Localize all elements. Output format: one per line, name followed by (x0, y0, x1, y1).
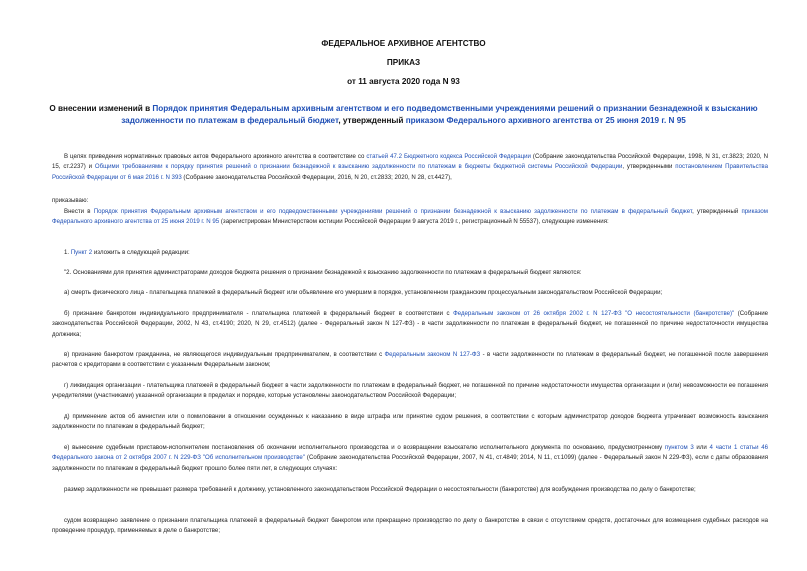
paragraph-amendment (52, 207, 768, 228)
link-general-requirements[interactable]: Общими требованиями к порядку принятия решений о признании безнадежной к взысканию задолженности по платежам в бюджеты бюджетной системы Российской Федерации (94, 163, 623, 171)
title-text-2: , утвержденный (338, 116, 406, 125)
title-link-order[interactable]: приказом Федерального архивного агентства от 25 июня 2019 г. N 95 (405, 116, 686, 125)
link-law-127fz[interactable]: Федеральным законом N 127-ФЗ (384, 351, 481, 358)
link-point-2[interactable]: Пункт 2 (70, 249, 93, 256)
subitem-e (52, 443, 768, 474)
subitem-e-text-3: (Собрание законодательства Российской Федерации, 2007, N 41, ст.4849; 2014, N 11, ст.1099) (далее - Федеральный закон N 229-ФЗ), если с даты образования задолженности по платежам в федеральный бюджет прошло более пяти лет, в следующих случаях: (52, 454, 768, 472)
case-2-text: судом возвращено заявление о признании плательщика платежей в федеральный бюджет банкротом или прекращено производство по делу о банкротстве в связи с отсутствием средств, достаточных для возмещения судебных расходов на проведение процедур, применяемых в деле о банкротстве; (52, 517, 768, 535)
quote-text: "2. Основаниями для принятия администраторами доходов бюджета решения о признании безнадежной к взысканию задолженности по платежам в федеральный бюджет являются: (64, 269, 582, 276)
order-word (52, 196, 768, 206)
subitem-e-text-2: или (693, 444, 710, 451)
subitem-b-text-1: б) признание банкротом индивидуального предпринимателя - плательщика платежей в федеральный бюджет в соответствии с (64, 310, 454, 317)
paragraph-preamble (52, 152, 768, 183)
subitem-a (52, 288, 768, 298)
preamble-text-1: В целях приведения нормативных правовых актов Федерального архивного агентства в соответствие со (64, 153, 367, 160)
subitem-d (52, 412, 768, 433)
preamble-text-3: , утвержденными (622, 163, 676, 171)
subitem-g-text: г) ликвидация организации - плательщика платежей в федеральный бюджет в части задолженности по платежам в федеральный бюджет, не погашенной по причине недостаточности имущества организации и (или) невозможности ее погашения учредителями (участниками) указанной организации в пределах и порядке, которые установлены законодательством Российской Федерации; (52, 382, 768, 400)
preamble-text-4: (Собрание законодательства Российской Федерации, 2016, N 20, ст.2833; 2020, N 28, ст.4427), (181, 173, 452, 181)
link-law-229fz[interactable]: 4 части 1 статьи 46 Федерального закона от 2 октября 2007 г. N 229-ФЗ "Об исполнительном производстве" (52, 444, 769, 462)
subitem-g (52, 381, 768, 402)
subitem-v-text-2: - в части задолженности по платежам в федеральный бюджет, не погашенной после завершения расчетов с кредиторами в соответствии с указанным Федеральным законом; (52, 351, 768, 369)
title-link-procedure[interactable]: Порядок принятия Федеральным архивным агентством и его подведомственными учреждениями решений о признании безнадежной к взысканию задолженности по платежам в федеральный бюджет (121, 104, 758, 125)
item-1-text-1: 1. (64, 249, 71, 256)
amendment-text-1: Внести в (64, 208, 94, 215)
order-title (40, 103, 767, 127)
link-bankruptcy-law[interactable]: Федеральным законом от 26 октября 2002 г. N 127-ФЗ "О несостоятельности (банкротстве)" (453, 310, 735, 317)
subitem-a-text: а) смерть физического лица - плательщика платежей в федеральный бюджет или объявление его умершим в порядке, установленном гражданским процессуальным законодательством Российской Федерации; (64, 289, 663, 296)
order-word-text: приказываю: (52, 197, 89, 204)
link-order-95[interactable]: приказом Федерального архивного агентства от 25 июня 2019 г. N 95 (52, 208, 769, 226)
subitem-b-text-2: (Собрание законодательства Российской Федерации, 2002, N 43, ст.4190; 2020, N 29, ст.4512) (далее - Федеральный закон N 127-ФЗ) - в части задолженности по платежам в федеральный бюджет, не погашенной по причине недостаточности имущества должника; (52, 310, 768, 338)
link-procedure[interactable]: Порядок принятия Федеральным архивным агентством и его подведомственными учреждениями решений о признании безнадежной к взысканию задолженности по платежам в федеральный бюджет (93, 208, 693, 215)
agency-heading: ФЕДЕРАЛЬНОЕ АРХИВНОЕ АГЕНТСТВО (321, 39, 486, 48)
case-2 (52, 516, 768, 537)
subitem-e-text-1: е) вынесение судебным приставом-исполнителем постановления об окончании исполнительного производства и о возвращении взыскателю исполнительного документа по основанию, предусмотренному (64, 444, 665, 451)
order-date-number: от 11 августа 2020 года N 93 (347, 77, 460, 86)
item-1-text-2: изложить в следующей редакции: (92, 249, 190, 256)
link-government-resolution[interactable]: постановлением Правительства Российской Федерации от 6 мая 2016 г. N 393 (52, 163, 768, 181)
amendment-text-3: (зарегистрирован Министерством юстиции Российской Федерации 9 августа 2019 г., регистрационный N 55537), следующие изменения: (219, 218, 609, 226)
case-1 (52, 485, 768, 495)
title-text-1: О внесении изменений в (49, 104, 153, 113)
document-type: ПРИКАЗ (386, 58, 421, 67)
subitem-v (52, 350, 768, 371)
subitem-d-text: д) применение актов об амнистии или о помиловании в отношении осужденных к наказанию в виде штрафа или принятие судом решения, в соответствии с которым администратор доходов бюджета утрачивает возможность взыскания задолженности по платежам в федеральный бюджет; (52, 413, 768, 431)
amendment-text-2: , утвержденный (692, 208, 742, 215)
case-1-text: размер задолженности не превышает размера требований к должнику, установленного законодательством Российской Федерации о несостоятельности (банкротстве) для возбуждения производства по делу о банкротстве; (64, 486, 696, 493)
link-point-3[interactable]: пунктом 3 (664, 444, 694, 451)
item-1 (52, 248, 768, 258)
subitem-v-text-1: в) признание банкротом гражданина, не являющегося индивидуальным предпринимателем, в соответствии с (64, 351, 385, 358)
preamble-text-2: (Собрание законодательства Российской Федерации, 1998, N 31, ст.3823; 2020, N 15, ст.2237) и (52, 153, 768, 171)
quote-point-2 (52, 268, 768, 278)
link-budget-code-article[interactable]: статьей 47.2 Бюджетного кодекса Российской Федерации (366, 153, 531, 160)
subitem-b (52, 309, 768, 340)
